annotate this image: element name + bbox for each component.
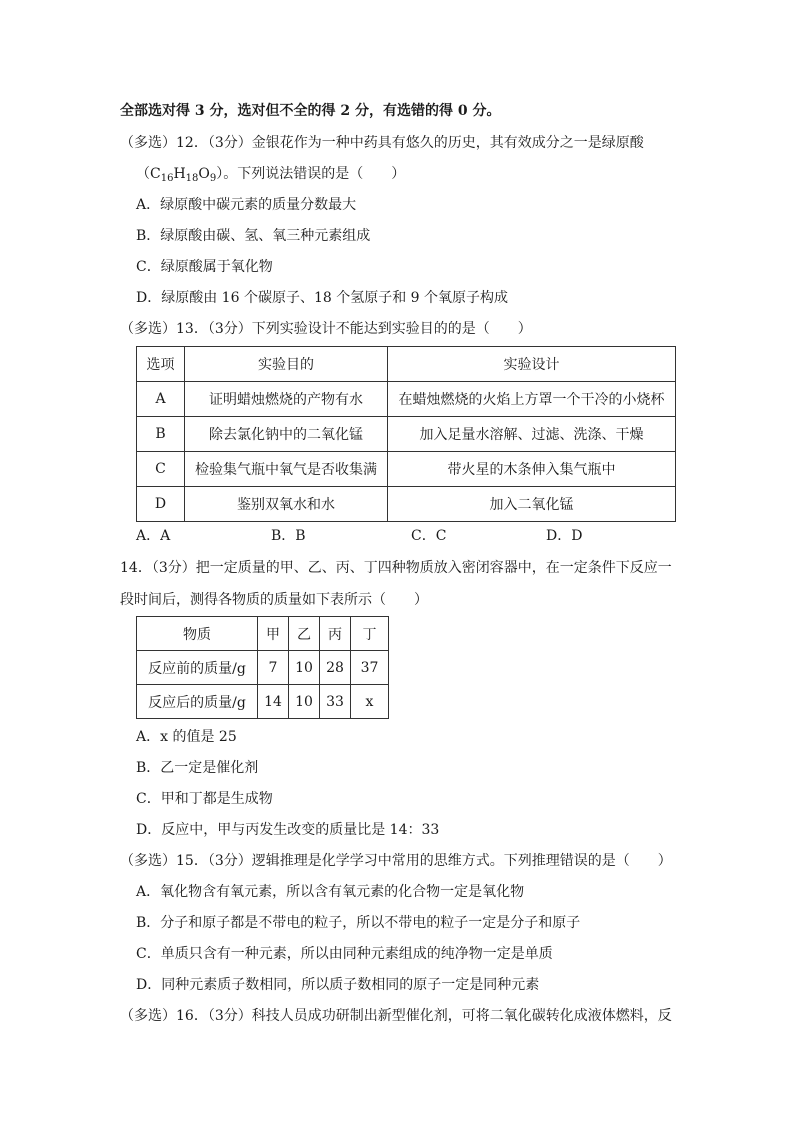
q13-option-a: A．A xyxy=(136,528,171,544)
table-cell: C xyxy=(137,452,185,487)
scoring-note: 全部选对得 3 分，选对但不全的得 2 分，有选错的得 0 分。 xyxy=(120,103,501,119)
header-cell: 实验设计 xyxy=(388,347,676,382)
q15-option-a: A．氧化物含有氧元素，所以含有氧元素的化合物一定是氧化物 xyxy=(136,884,525,900)
header-cell: 实验目的 xyxy=(185,347,388,382)
q13-option-b: B．B xyxy=(271,528,306,544)
table-cell: 除去氯化钠中的二氧化锰 xyxy=(185,417,388,452)
table-cell: 10 xyxy=(289,685,320,719)
q14-table xyxy=(136,616,389,719)
table-row xyxy=(137,685,389,719)
table-row xyxy=(137,651,389,685)
q12-option-c: C．绿原酸属于氧化物 xyxy=(136,259,273,275)
table-row xyxy=(137,382,676,417)
formula-o: O xyxy=(198,166,210,182)
header-cell: 物质 xyxy=(137,617,258,651)
formula-o-subscript: 9 xyxy=(209,173,217,184)
q15-stem: （多选）15．（3分）逻辑推理是化学学习中常用的思维方式。下列推理错误的是（ ） xyxy=(120,853,672,869)
table-cell: 加入二氧化锰 xyxy=(388,487,676,522)
q12-option-b: B．绿原酸由碳、氢、氧三种元素组成 xyxy=(136,228,371,244)
q13-option-d: D．D xyxy=(546,528,583,544)
q12-stem-tail: ）。下列说法错误的是（ ） xyxy=(216,166,406,182)
table-cell: 带火星的木条伸入集气瓶中 xyxy=(388,452,676,487)
table-row xyxy=(137,487,676,522)
q14-option-c: C．甲和丁都是生成物 xyxy=(136,791,273,807)
q14-option-d: D．反应中，甲与丙发生改变的质量比是 14：33 xyxy=(136,822,440,838)
q13-table xyxy=(136,346,676,522)
table-cell: 33 xyxy=(320,685,351,719)
header-cell: 乙 xyxy=(289,617,320,651)
table-row xyxy=(137,417,676,452)
table-cell: B xyxy=(137,417,185,452)
table-cell: 7 xyxy=(258,651,289,685)
formula-c-subscript: 16 xyxy=(160,173,174,184)
table-cell: 加入足量水溶解、过滤、洗涤、干燥 xyxy=(388,417,676,452)
q14-option-b: B．乙一定是催化剂 xyxy=(136,760,259,776)
table-cell: 反应前的质量/g xyxy=(137,651,258,685)
table-header-row xyxy=(137,347,676,382)
table-cell: 在蜡烛燃烧的火焰上方罩一个干冷的小烧杯 xyxy=(388,382,676,417)
formula-open: （C xyxy=(136,166,161,182)
q14-stem-line2: 段时间后，测得各物质的质量如下表所示（ ） xyxy=(120,592,428,608)
q12-option-a: A．绿原酸中碳元素的质量分数最大 xyxy=(136,197,357,213)
table-cell: 10 xyxy=(289,651,320,685)
q14-stem-line1: 14．（3分）把一定质量的甲、乙、丙、丁四种物质放入密闭容器中，在一定条件下反应一 xyxy=(120,560,672,576)
header-cell: 选项 xyxy=(137,347,185,382)
table-cell: 14 xyxy=(258,685,289,719)
q12-option-d: D．绿原酸由 16 个碳原子、18 个氢原子和 9 个氧原子构成 xyxy=(136,290,509,306)
q13-option-c: C．C xyxy=(411,528,447,544)
table-header-row xyxy=(137,617,389,651)
formula-h: H xyxy=(173,166,186,182)
table-cell: x xyxy=(351,685,389,719)
table-cell: 鉴别双氧水和水 xyxy=(185,487,388,522)
q12-stem: （多选）12．（3分）金银花作为一种中药具有悠久的历史，其有效成分之一是绿原酸 xyxy=(120,135,644,151)
table-cell: D xyxy=(137,487,185,522)
table-cell: 反应后的质量/g xyxy=(137,685,258,719)
q15-option-d: D．同种元素质子数相同，所以质子数相同的原子一定是同种元素 xyxy=(136,977,540,993)
table-cell: 证明蜡烛燃烧的产物有水 xyxy=(185,382,388,417)
q15-option-b: B．分子和原子都是不带电的粒子，所以不带电的粒子一定是分子和原子 xyxy=(136,915,581,931)
table-cell: A xyxy=(137,382,185,417)
q16-stem: （多选）16．（3分）科技人员成功研制出新型催化剂，可将二氧化碳转化成液体燃料，反 xyxy=(120,1008,672,1024)
header-cell: 甲 xyxy=(258,617,289,651)
q13-stem: （多选）13．（3分）下列实验设计不能达到实验目的的是（ ） xyxy=(120,321,532,337)
q14-option-a: A．x 的值是 25 xyxy=(136,729,237,745)
q12-stem-formula-line xyxy=(136,164,405,189)
table-row xyxy=(137,452,676,487)
table-cell: 28 xyxy=(320,651,351,685)
header-cell: 丁 xyxy=(351,617,389,651)
header-cell: 丙 xyxy=(320,617,351,651)
formula-h-subscript: 18 xyxy=(185,173,199,184)
table-cell: 37 xyxy=(351,651,389,685)
q15-option-c: C．单质只含有一种元素，所以由同种元素组成的纯净物一定是单质 xyxy=(136,946,553,962)
table-cell: 检验集气瓶中氧气是否收集满 xyxy=(185,452,388,487)
